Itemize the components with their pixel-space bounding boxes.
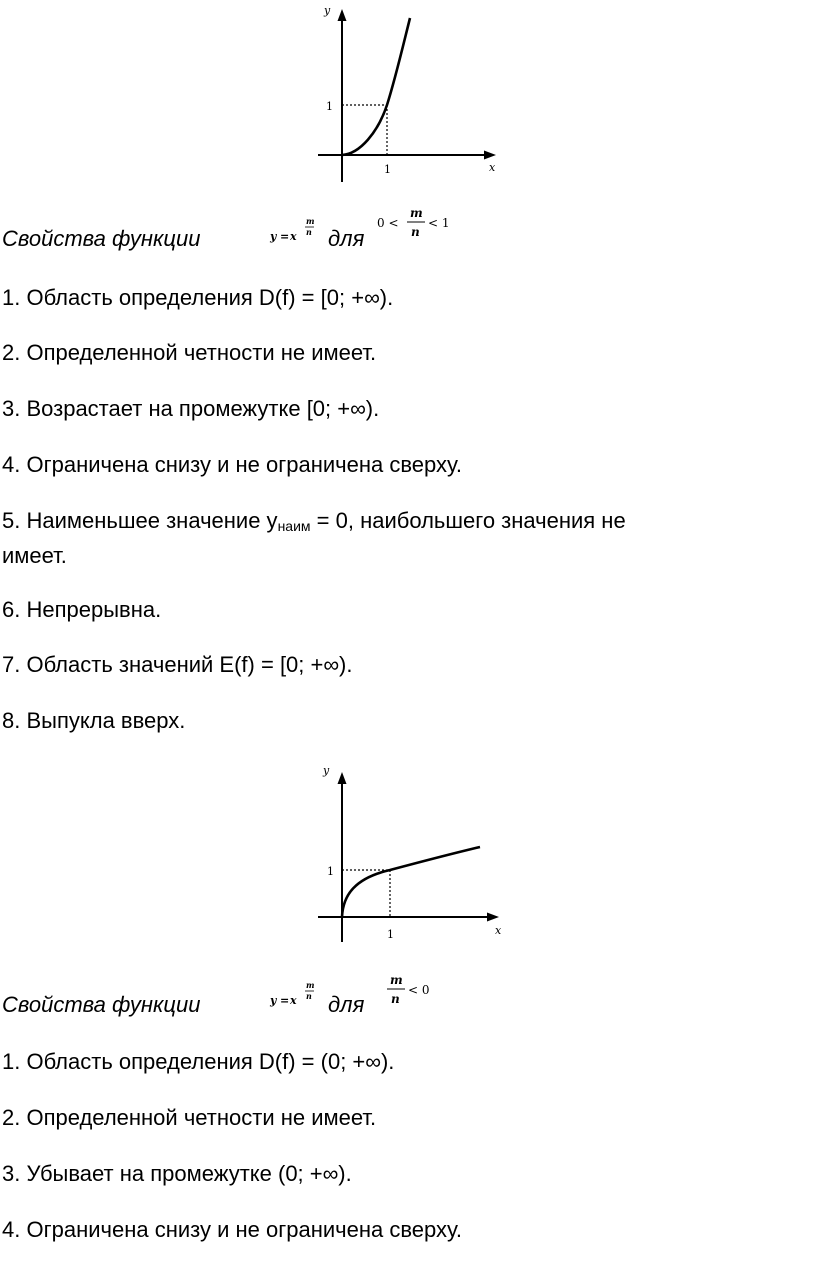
section-1-item-7: 7. Область значений E(f) = [0; +∞).: [2, 652, 353, 677]
condition-1-m: m: [410, 206, 423, 220]
graph-1-curve: [342, 18, 410, 155]
section-1-item-2: 2. Определенной четности не имеет.: [2, 340, 377, 365]
section-1-heading-suffix: для: [328, 226, 365, 251]
graph-1-axis-label-y: y: [324, 4, 331, 17]
section-2-heading: [2, 992, 814, 1018]
section-2-item-4: 4. Ограничена снизу и не ограничена сверху.: [2, 1217, 462, 1242]
graph-2-tick-label-x: 1: [387, 928, 394, 941]
condition-2-n: n: [391, 992, 400, 1006]
graph-2-axis-label-x: x: [495, 924, 502, 937]
condition-1-left: 0 <: [377, 216, 399, 230]
graph-2-tick-label-y: 1: [327, 865, 334, 878]
section-1-heading: [2, 226, 814, 252]
section-2-item-2: 2. Определенной четности не имеет.: [2, 1105, 377, 1130]
section-1-heading-prefix: Свойства функции: [2, 226, 201, 251]
graph-2-curve: [342, 847, 480, 917]
formula-2-x: x: [290, 994, 297, 1007]
formula-1-eq: =: [280, 230, 290, 243]
condition-1-right: < 1: [428, 216, 450, 230]
section-1-item-5-before: 5. Наименьшее значение y: [2, 508, 278, 533]
graph-2-y-arrow: [338, 772, 347, 784]
condition-2-m: m: [390, 973, 403, 987]
section-2-heading-suffix: для: [328, 992, 365, 1017]
section-1-item-5: [2, 508, 814, 539]
section-1-item-5-sub: наим: [277, 518, 311, 534]
section-1-item-5-continuation: имеет.: [2, 543, 67, 568]
formula-1-exp-n: n: [306, 227, 312, 237]
graph-2-axis-label-y: y: [323, 764, 330, 777]
graph-2-x-arrow: [487, 913, 499, 922]
formula-2-y: y: [270, 994, 277, 1007]
formula-1-x: x: [290, 230, 297, 243]
section-2-heading-prefix: Свойства функции: [2, 992, 201, 1017]
formula-2-exp-n: n: [306, 991, 312, 1001]
formula-2-eq: =: [280, 994, 290, 1007]
graph-1-tick-label-x: 1: [384, 163, 391, 176]
condition-2-right: < 0: [408, 983, 430, 997]
formula-1-y: y: [270, 230, 277, 243]
section-1-item-5-after: = 0, наибольшего значения не: [310, 508, 626, 533]
section-1-item-8: 8. Выпукла вверх.: [2, 708, 186, 733]
section-1-item-6: 6. Непрерывна.: [2, 597, 162, 622]
graph-1-y-arrow: [338, 9, 347, 21]
formula-2-exp-m: m: [306, 980, 315, 990]
section-1-item-1: 1. Область определения D(f) = [0; +∞).: [2, 285, 394, 310]
section-1-item-4: 4. Ограничена снизу и не ограничена сверху.: [2, 452, 462, 477]
section-2-item-1: 1. Область определения D(f) = (0; +∞).: [2, 1049, 395, 1074]
graph-1-axis-label-x: x: [489, 161, 496, 174]
section-1-item-3: 3. Возрастает на промежутке [0; +∞).: [2, 396, 380, 421]
condition-1-n: n: [411, 225, 420, 239]
graph-1-group: [318, 4, 496, 182]
section-2-item-3: 3. Убывает на промежутке (0; +∞).: [2, 1161, 352, 1186]
graph-1-x-arrow: [484, 151, 496, 160]
formula-1-exp-m: m: [306, 216, 315, 226]
graph-2-group: [318, 764, 502, 942]
graph-1-tick-label-y: 1: [326, 100, 333, 113]
